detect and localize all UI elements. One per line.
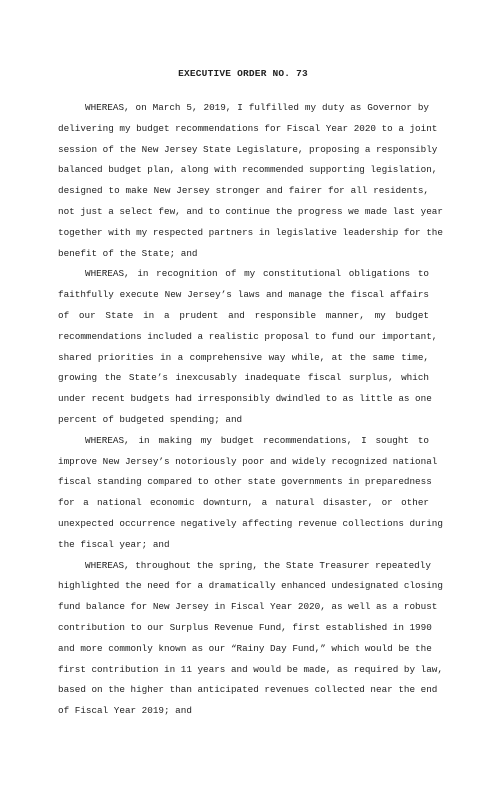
- paragraph-line: fiscal standing compared to other state governments in preparedness: [58, 476, 432, 488]
- paragraph-line: and more commonly known as our “Rainy Day Fund,” which would be the: [58, 642, 432, 654]
- paragraph-line: benefit of the State; and: [58, 247, 198, 259]
- paragraph-line: growing the State’s inexcusably inadequate fiscal surplus, which: [58, 372, 429, 384]
- paragraph-line: based on the higher than anticipated revenues collected near the end: [58, 684, 438, 696]
- paragraph-line: together with my respected partners in legislative leadership for the: [58, 226, 443, 238]
- paragraph-line: of our State in a prudent and responsible manner, my budget: [58, 309, 429, 321]
- document-body: [58, 98, 443, 722]
- paragraph-line: recommendations included a realistic proposal to fund our important,: [58, 330, 438, 342]
- paragraph-line: unexpected occurrence negatively affecting revenue collections during: [58, 517, 443, 529]
- paragraph-line: session of the New Jersey State Legislature, proposing a responsibly: [58, 143, 438, 155]
- paragraph-line: for a national economic downturn, a natural disaster, or other: [58, 497, 429, 509]
- paragraph-line: WHEREAS, throughout the spring, the State Treasurer repeatedly: [85, 559, 431, 571]
- paragraph-line: balanced budget plan, along with recommended supporting legislation,: [58, 164, 438, 176]
- paragraph-line: of Fiscal Year 2019; and: [58, 705, 192, 717]
- whereas-paragraph: [58, 556, 443, 722]
- paragraph-line: first contribution in 11 years and would be made, as required by law,: [58, 663, 443, 675]
- paragraph-line: highlighted the need for a dramatically enhanced undesignated closing: [58, 580, 443, 592]
- paragraph-line: improve New Jersey’s notoriously poor and widely recognized national: [58, 455, 438, 467]
- paragraph-line: not just a select few, and to continue the progress we made last year: [58, 205, 443, 217]
- paragraph-line: delivering my budget recommendations for Fiscal Year 2020 to a joint: [58, 122, 438, 134]
- paragraph-line: fund balance for New Jersey in Fiscal Year 2020, as well as a robust: [58, 601, 438, 613]
- whereas-paragraph: [58, 98, 443, 264]
- paragraph-line: the fiscal year; and: [58, 538, 170, 550]
- paragraph-line: WHEREAS, in recognition of my constitutional obligations to: [85, 268, 429, 280]
- paragraph-line: contribution to our Surplus Revenue Fund, first established in 1990: [58, 621, 432, 633]
- paragraph-line: percent of budgeted spending; and: [58, 413, 243, 425]
- paragraph-line: faithfully execute New Jersey’s laws and manage the fiscal affairs: [58, 289, 429, 301]
- paragraph-line: WHEREAS, on March 5, 2019, I fulfilled my duty as Governor by: [85, 102, 429, 113]
- paragraph-line: WHEREAS, in making my budget recommendations, I sought to: [85, 434, 429, 446]
- paragraph-line: shared priorities in a comprehensive way while, at the same time,: [58, 351, 429, 363]
- whereas-paragraph: [58, 431, 443, 556]
- paragraph-line: designed to make New Jersey stronger and fairer for all residents,: [58, 185, 429, 197]
- whereas-paragraph: [58, 264, 438, 430]
- paragraph-line: under recent budgets had irresponsibly dwindled to as little as one: [58, 393, 432, 405]
- document-title: EXECUTIVE ORDER NO. 73: [178, 68, 308, 79]
